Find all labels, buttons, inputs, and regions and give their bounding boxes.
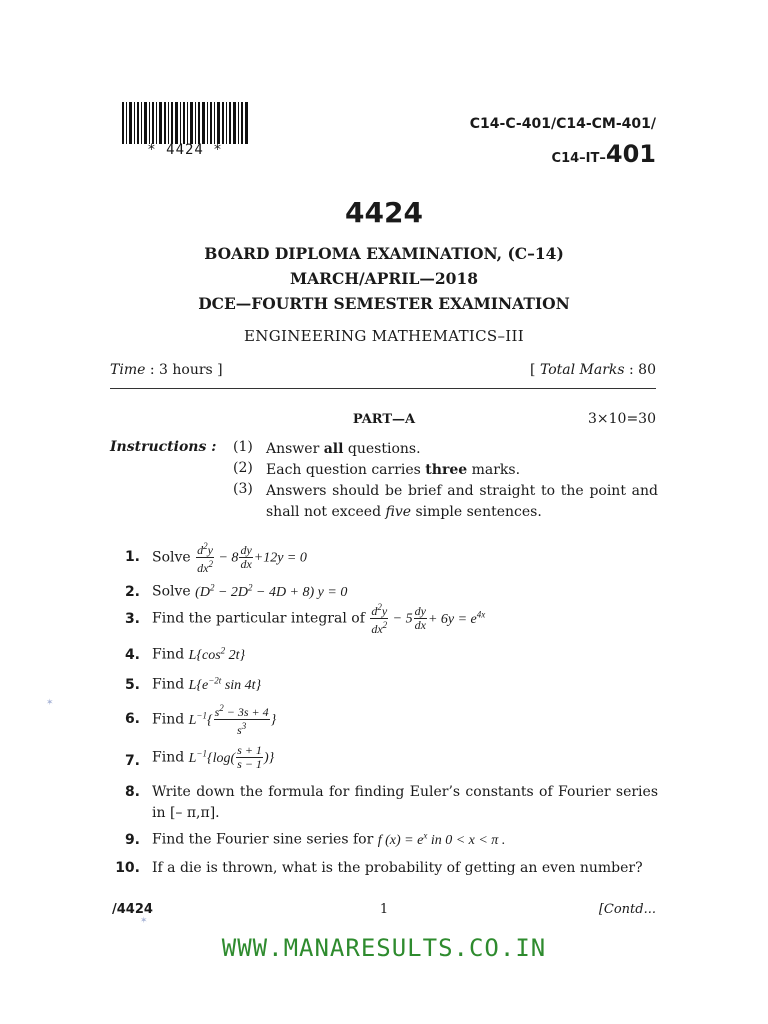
barcode-number: * 4424 * — [147, 142, 223, 158]
continued-marker: [Contd... — [598, 902, 656, 917]
total-marks — [530, 362, 656, 378]
instruction-number: (3) — [233, 481, 253, 497]
question-7: Find $L^{-1}\{\log$( $\frac{s + 1}{s - 1}$ )} — [152, 743, 275, 771]
question-number: 1. — [124, 549, 140, 565]
instruction-emphasis: all — [323, 441, 344, 457]
instruction-text: questions. — [343, 441, 421, 457]
subject-codes: C14-C-401/C14-CM-401/ — [469, 116, 656, 132]
question-number: 5. — [124, 677, 140, 693]
instruction-emphasis: five — [385, 504, 412, 520]
star-icon: ✶ — [140, 916, 148, 926]
math-fraction: $\frac{s + 1}{s - 1}$ — [237, 743, 262, 771]
question-number: 3. — [124, 611, 140, 627]
part-title: PART—A — [352, 412, 416, 427]
question-5: Find $L\{e^{-2t}$ sin 4t} — [152, 675, 262, 693]
question-number: 7. — [124, 753, 140, 769]
exam-semester: DCE—FOURTH SEMESTER EXAMINATION — [198, 294, 570, 313]
math-fraction: $\frac{s^2 - 3s + 4}{s^3}$ — [214, 703, 269, 737]
question-number: 9. — [124, 832, 140, 848]
question-text: Find the particular integral of — [152, 610, 365, 627]
question-text: Find — [152, 676, 185, 693]
marks-label: Total Marks — [539, 362, 625, 378]
instruction-item — [266, 460, 658, 481]
marks-prefix: [ — [530, 362, 540, 378]
question-number: 4. — [124, 647, 140, 663]
time-allowed — [110, 362, 223, 378]
instruction-number: (2) — [233, 460, 253, 476]
question-4: Find $L\{\cos^2$ 2t} — [152, 645, 246, 663]
paper-code: 4424 — [345, 196, 423, 229]
instructions-heading: Instructions : — [110, 439, 217, 455]
subject-code-number: 401 — [605, 140, 656, 168]
math-fraction: $\frac{dy}{dx}$ — [414, 604, 426, 632]
exam-session: MARCH/APRIL—2018 — [289, 269, 479, 288]
header-divider — [110, 388, 656, 389]
subject-name: ENGINEERING MATHEMATICS–III — [244, 327, 524, 345]
star-icon: ✶ — [46, 698, 54, 708]
exam-board-title: BOARD DIPLOMA EXAMINATION, (C–14) — [204, 244, 564, 263]
question-8: Write down the formula for finding Euler’s constants of Fourier series in [– π,π]. — [152, 784, 658, 821]
page-number: 1 — [379, 902, 389, 917]
question-text: Find — [152, 711, 185, 728]
marks-value: : 80 — [629, 362, 656, 378]
question-text: Solve — [152, 583, 191, 600]
instruction-item — [266, 439, 658, 460]
question-6: Find $L^{-1}${ $\frac{s^2 - 3s + 4}{s^3}$ } — [152, 703, 277, 737]
question-3: Find the particular integral of $\frac{d^2y}{dx^2}$ − 5 $\frac{dy}{dx}$ + $6y = e^{4x}$ — [152, 602, 486, 636]
instruction-text: Each question carries — [266, 462, 426, 478]
instruction-number: (1) — [233, 439, 253, 455]
time-label: Time — [110, 362, 146, 378]
subject-code-prefix: C14–IT– — [551, 151, 606, 166]
instruction-emphasis: three — [425, 462, 468, 478]
time-value: : 3 hours ] — [149, 362, 223, 378]
question-2: Solve $(D^2 - 2D^2 - 4D + 8) y = 0$ — [152, 582, 348, 600]
question-10: If a die is thrown, what is the probability of getting an even number? — [152, 860, 643, 876]
math-fraction: $\frac{d^2y}{dx^2}$ — [371, 602, 388, 636]
math-fraction: $\frac{d^2y}{dx^2}$ — [197, 541, 213, 575]
footer-paper-code: /4424 — [112, 902, 153, 917]
instruction-text: marks. — [467, 462, 521, 478]
instruction-text: simple sentences. — [411, 504, 542, 520]
instruction-text: Answer — [266, 441, 324, 457]
question-text: Solve — [152, 549, 191, 566]
question-9: Find the Fourier sine series for f $(x) = e^x$ in 0 < x < π . — [152, 830, 506, 848]
question-number: 6. — [124, 711, 140, 727]
subject-code-it — [552, 140, 656, 168]
question-1: Solve $\frac{d^2y}{dx^2}$ − 8 $\frac{dy}{dx}$ +12y = 0 — [152, 541, 307, 575]
question-text: Find — [152, 646, 185, 663]
question-text: Find the Fourier sine series for — [152, 831, 374, 848]
question-number: 8. — [124, 784, 140, 800]
instruction-text: Answers should be brief and straight to the point and shall not exceed — [266, 483, 658, 520]
question-number: 2. — [124, 584, 140, 600]
watermark-url: WWW.MANARESULTS.CO.IN — [221, 934, 547, 962]
barcode — [120, 102, 250, 144]
part-marks: 3×10=30 — [588, 411, 656, 427]
question-text: Find — [152, 749, 185, 766]
instruction-item — [266, 481, 658, 523]
question-number: 10. — [115, 860, 140, 876]
math-fraction: $\frac{dy}{dx}$ — [240, 543, 252, 571]
